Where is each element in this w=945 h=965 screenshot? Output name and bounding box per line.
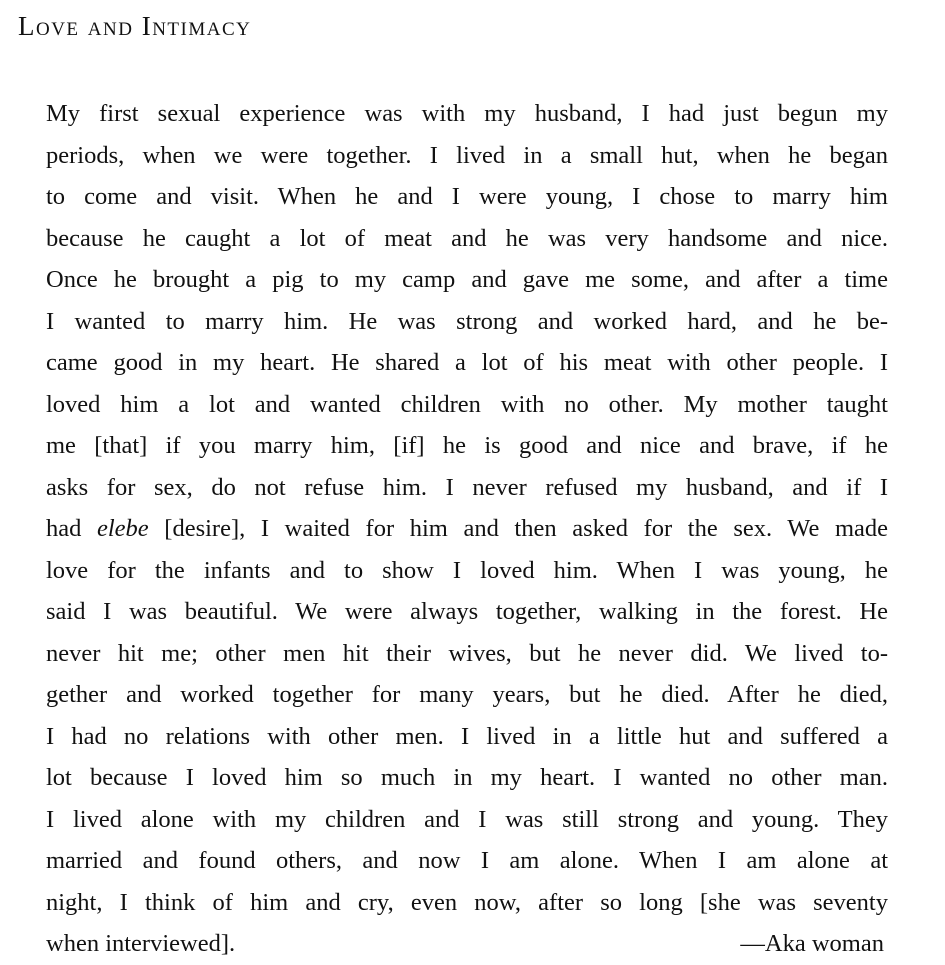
text-line: love for the infants and to show I loved him. When I was young, he (46, 556, 888, 584)
attribution: —Aka woman (740, 930, 884, 957)
text-line: never hit me; other men hit their wives, but he never did. We lived to- (46, 639, 888, 667)
text-line: I lived alone with my children and I was still strong and young. They (46, 805, 888, 833)
text-line: night, I think of him and cry, even now, after so long [she was seventy (46, 888, 888, 916)
text-line: me [that] if you marry him, [if] he is good and nice and brave, if he (46, 432, 888, 459)
line-segment: had (46, 515, 97, 542)
text-line: married and found others, and now I am alone. When I am alone at (46, 847, 888, 874)
text-line: because he caught a lot of meat and he was very handsome and nice. (46, 224, 888, 252)
text-line-with-italic (46, 508, 888, 550)
text-line: came good in my heart. He shared a lot of his meat with other people. I (46, 349, 888, 376)
text-line: Once he brought a pig to my camp and gave me some, and after a time (46, 266, 888, 293)
text-line: said I was beautiful. We were always together, walking in the forest. He (46, 598, 888, 625)
text-line: to come and visit. When he and I were young, I chose to marry him (46, 183, 888, 210)
line-segment: [desire], I waited for him and then asked for the sex. We made (148, 515, 888, 542)
final-line-text: when interviewed]. (46, 930, 236, 957)
text-line: gether and worked together for many years, but he died. After he died, (46, 681, 888, 708)
text-line: My first sexual experience was with my husband, I had just begun my (46, 100, 888, 127)
text-line: I wanted to marry him. He was strong and worked hard, and he be- (46, 307, 888, 335)
text-line: lot because I loved him so much in my heart. I wanted no other man. (46, 764, 888, 791)
running-head-title: Love and Intimacy (18, 11, 252, 41)
text-line: loved him a lot and wanted children with no other. My mother taught (46, 390, 888, 418)
text-line: asks for sex, do not refuse him. I never refused my husband, and if I (46, 473, 888, 501)
final-line (46, 923, 888, 965)
passage-body (46, 93, 888, 965)
text-line: periods, when we were together. I lived in a small hut, when he began (46, 141, 888, 169)
italic-term: elebe (97, 515, 149, 542)
text-line: I had no relations with other men. I lived in a little hut and suffered a (46, 722, 888, 750)
